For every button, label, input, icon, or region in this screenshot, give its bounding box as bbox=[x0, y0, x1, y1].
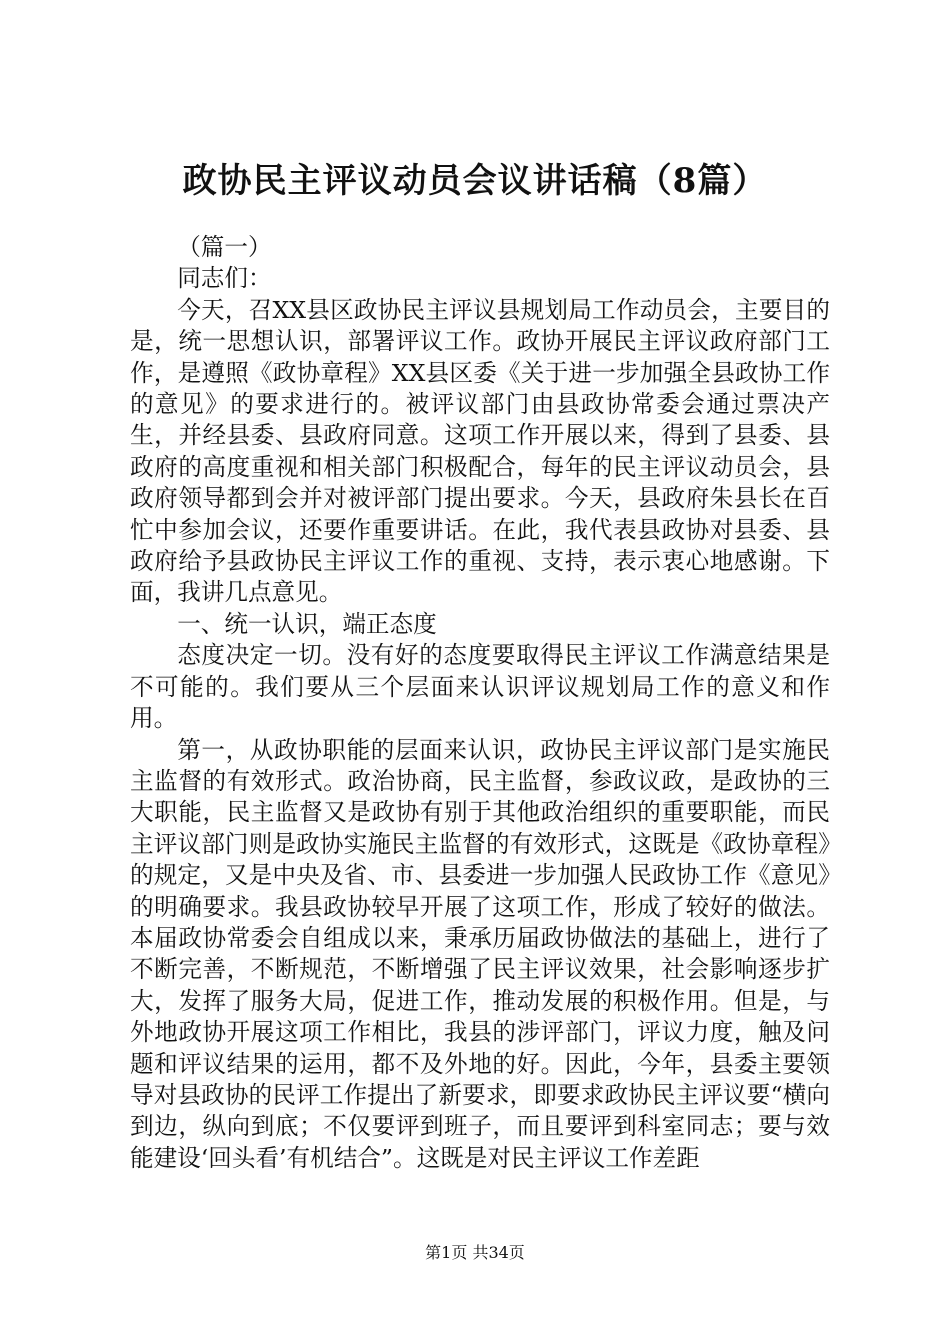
document-title: 政协民主评议动员会议讲话稿（8篇） bbox=[182, 161, 768, 201]
section-label: （篇一） bbox=[177, 233, 272, 261]
paragraph-intro: 今天，召XX县区政协民主评议县规划局工作动员会，主要目的是，统一思想认识，部署评议工作。政协开展民主评议政府部门工作，是遵照《政协章程》XX县区委《关于进一步加强全县政协工作的意见》的要求进行的。被评议部门由县政协常委会通过票决产生，并经县委、县政府同意。这项工作开展以来，得到了县委、县政府的高度重视和相关部门积极配合，每年的民主评议动员会，县政府领导都到会并对被评部门提出要求。今天，县政府朱县长在百忙中参加会议，还要作重要讲话。在此，我代表县政协对县委、县政府给予县政协民主评议工作的重视、支持，表示衷心地感谢。下面，我讲几点意见。 bbox=[130, 295, 830, 607]
salutation: 同志们： bbox=[177, 264, 272, 293]
paragraph-first-point: 第一，从政协职能的层面来认识，政协民主评议部门是实施民主监督的有效形式。政治协商，民主监督，参政议政，是政协的三大职能，民主监督又是政协有别于其他政治组织的重要职能，而民主评议部门则是政协实施民主监督的有效形式，这既是《政协章程》的规定，又是中央及省、市、县委进一步加强人民政协工作《意见》的明确要求。我县政协较早开展了这项工作，形成了较好的做法。本届政协常委会自组成以来，秉承历届政协做法的基础上，进行了不断完善，不断规范，不断增强了民主评议效果，社会影响逐步扩大，发挥了服务大局，促进工作，推动发展的积极作用。但是，与外地政协开展这项工作相比，我县的涉评部门，评议力度，触及问题和评议结果的运用，都不及外地的好。因此，今年，县委主要领导对县政协的民评工作提出了新要求，即要求政协民主评议要“横向到边，纵向到底；不仅要评到班子，而且要评到科室同志；要与效能建设‘回头看’有机结合”。这既是对民主评议工作差距 bbox=[130, 735, 830, 1172]
document-body bbox=[130, 232, 830, 1174]
section-heading: 一、统一认识，端正态度 bbox=[177, 609, 437, 638]
paragraph-attitude: 态度决定一切。没有好的态度要取得民主评议工作满意结果是不可能的。我们要从三个层面来认识评议规划局工作的意义和作用。 bbox=[130, 641, 830, 733]
page-footer: 第1页 共34页 bbox=[425, 1243, 525, 1262]
